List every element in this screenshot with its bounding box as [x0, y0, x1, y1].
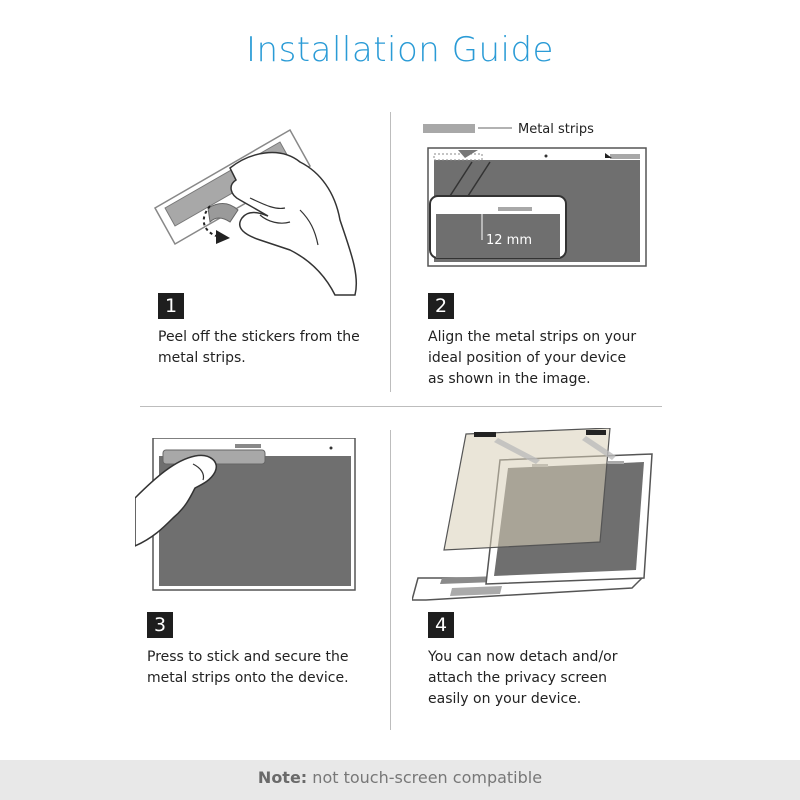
step2-illustration [420, 112, 650, 272]
note-text: not touch-screen compatible [312, 768, 543, 787]
privacy-screen [444, 428, 610, 550]
step-text-2: Align the metal strips on your ideal position of your device as shown in the image. [428, 329, 637, 387]
note-label: Note: [257, 768, 308, 787]
step1-illustration [150, 110, 365, 300]
divider-vertical-bottom [390, 430, 391, 730]
step-text-4: You can now detach and/or attach the privacy screen easily on your device. [428, 649, 618, 707]
step3-illustration [135, 438, 360, 598]
divider-horizontal [140, 406, 662, 407]
hand [230, 153, 356, 295]
step-number-1: 1 [158, 293, 184, 319]
step-number-2: 2 [428, 293, 454, 319]
step-number-4: 4 [428, 612, 454, 638]
page-title: Installation Guide [246, 30, 554, 70]
step-number-3: 3 [147, 612, 173, 638]
peeling-strip [208, 203, 238, 222]
step4-illustration [412, 428, 660, 608]
metal-strips-label: Metal strips [518, 122, 594, 137]
arrow-head [216, 230, 230, 244]
distance-label: 12 mm [486, 233, 533, 248]
step-text-1: Peel off the stickers from the metal strips. [158, 329, 360, 366]
footer-note [0, 760, 800, 800]
loose-strip [423, 124, 475, 133]
divider-vertical-top [390, 112, 391, 392]
step-text-3: Press to stick and secure the metal strips onto the device. [147, 649, 349, 686]
